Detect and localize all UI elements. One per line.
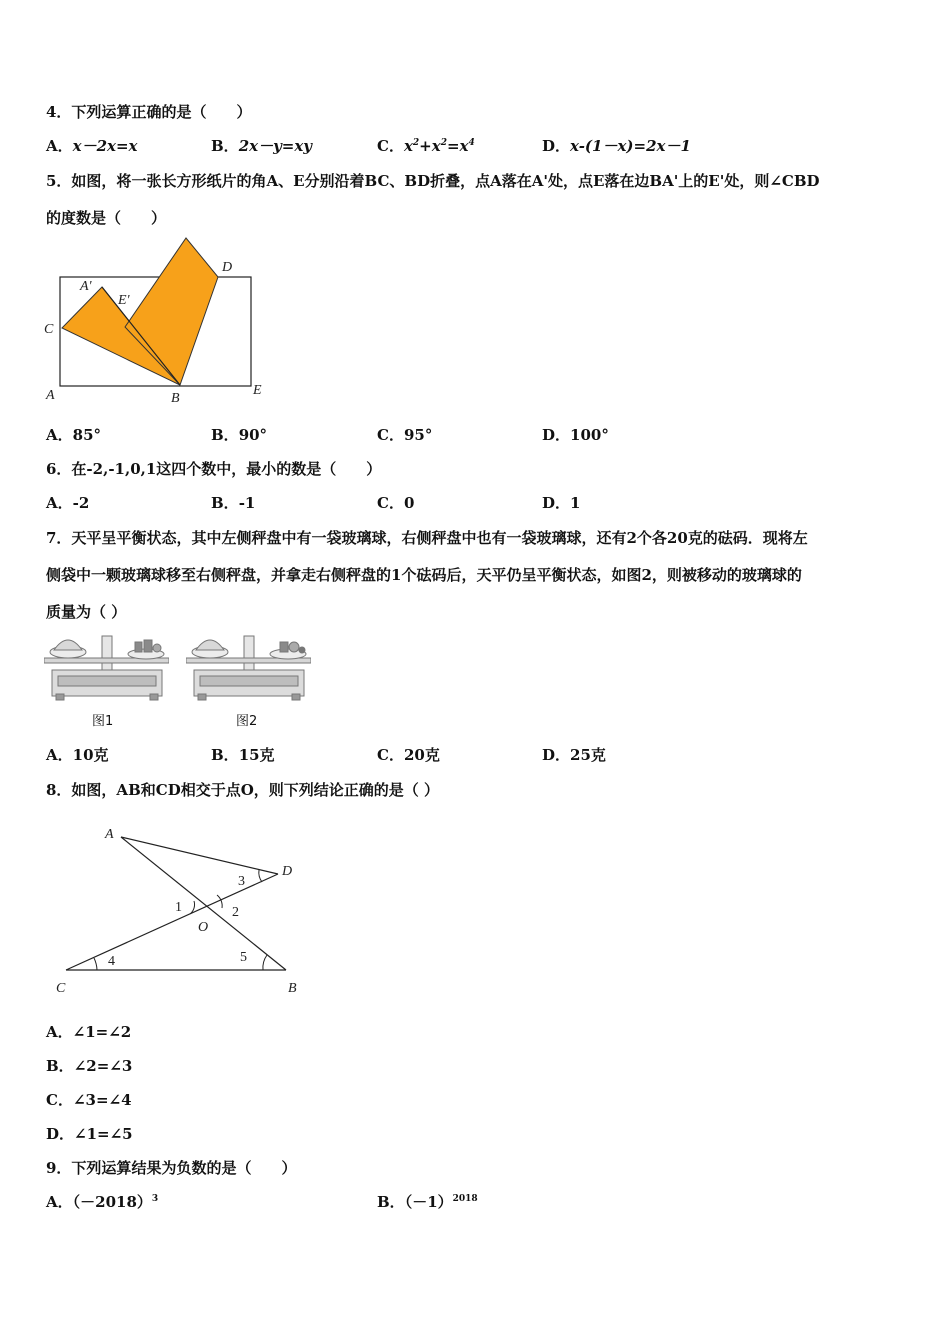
q5-option-d[interactable]: D．100° (542, 426, 609, 444)
label-e: E (253, 383, 262, 398)
q7-stem-line2: 侧袋中一颗玻璃球移至右侧秤盘，并拿走右侧秤盘的1个砝码后，天平仍呈平衡状态，如图2，则被移动的玻璃球的 (46, 566, 802, 584)
q8-option-a[interactable]: A．∠1=∠2 (46, 1023, 132, 1041)
q5-fold-figure (40, 232, 280, 410)
label-b: B (171, 391, 180, 406)
option-text: x-(1－x)=2x－1 (570, 137, 691, 155)
fig1-caption: 图1 (92, 714, 114, 729)
angle-label-4: 4 (108, 954, 115, 969)
label-a-prime: A' (80, 279, 92, 294)
q4-option-a[interactable] (46, 137, 137, 155)
label-d: D (222, 260, 233, 275)
angle-label-3: 3 (238, 874, 245, 889)
angle-label-2: 2 (232, 905, 239, 920)
label-a: A (105, 827, 114, 842)
label-a: A (46, 388, 55, 403)
q5-option-c[interactable]: C．95° (377, 426, 433, 444)
fig2-caption: 图2 (236, 714, 258, 729)
q6-option-a[interactable]: A．-2 (46, 494, 90, 512)
q4-option-b[interactable] (211, 137, 312, 155)
label-o: O (198, 920, 209, 935)
angle-arc-5 (263, 955, 267, 970)
q8-stem: 8．如图，AB和CD相交于点O，则下列结论正确的是（ ） (46, 781, 439, 799)
q7-stem-line1: 7．天平呈平衡状态，其中左侧秤盘中有一袋玻璃球，右侧秤盘中也有一袋玻璃球，还有2个各20克的砝码．现将左 (46, 529, 808, 547)
label-c: C (44, 322, 54, 337)
angle-arc-3 (259, 870, 262, 882)
option-label: D． (542, 137, 571, 155)
q7-option-b[interactable]: B．15克 (211, 746, 275, 764)
angle-label-1: 1 (175, 900, 182, 915)
q8-intersecting-lines-figure (40, 818, 320, 1000)
q5-option-b[interactable]: B．90° (211, 426, 268, 444)
q5-stem-line2: 的度数是（ ） (46, 209, 167, 227)
q8-option-c[interactable]: C．∠3=∠4 (46, 1091, 132, 1109)
q6-option-d[interactable]: D．1 (542, 494, 581, 512)
q9-option-a[interactable]: A．$(-2018)^3$ (46, 1193, 159, 1211)
q5-option-a[interactable]: A．85° (46, 426, 102, 444)
balance-figure-1 (44, 628, 169, 703)
q6-option-b[interactable]: B．-1 (211, 494, 256, 512)
option-label: B． (211, 137, 239, 155)
label-c: C (56, 981, 66, 996)
q7-option-a[interactable]: A．10克 (46, 746, 109, 764)
q6-option-c[interactable]: C．0 (377, 494, 415, 512)
label-e-prime: E' (118, 293, 130, 308)
label-d: D (282, 864, 293, 879)
q7-option-d[interactable]: D．25克 (542, 746, 606, 764)
option-label: C． (377, 137, 404, 155)
q4-option-c[interactable] (377, 137, 475, 155)
angle-label-5: 5 (240, 950, 247, 965)
q7-option-c[interactable]: C．20克 (377, 746, 440, 764)
option-text: 2x－y=xy (238, 137, 313, 155)
q4-option-d[interactable] (542, 137, 691, 155)
option-text: $x^2+x^2=x^4$ (403, 137, 475, 155)
q7-stem-line3: 质量为（ ） (46, 603, 127, 621)
q9-option-b[interactable]: B．$(-1)^{2018}$ (377, 1193, 478, 1211)
option-label: A． (46, 137, 73, 155)
q9-stem: 9．下列运算结果为负数的是（ ） (46, 1159, 297, 1177)
q5-stem-line1: 5．如图，将一张长方形纸片的角A、E分别沿着BC、BD折叠，点A落在A'处，点E落在边BA'上的E'处，则∠CBD (46, 172, 820, 190)
q8-option-d[interactable]: D．∠1=∠5 (46, 1125, 133, 1143)
q4-stem: 4．下列运算正确的是（ ） (46, 103, 252, 121)
balance-figure-2 (186, 628, 311, 703)
option-text: x－2x=x (72, 137, 138, 155)
label-b: B (288, 981, 297, 996)
angle-arc-4 (94, 958, 97, 970)
q6-stem: 6．在-2,-1,0,1这四个数中，最小的数是（ ） (46, 460, 382, 478)
q8-option-b[interactable]: B．∠2=∠3 (46, 1057, 133, 1075)
